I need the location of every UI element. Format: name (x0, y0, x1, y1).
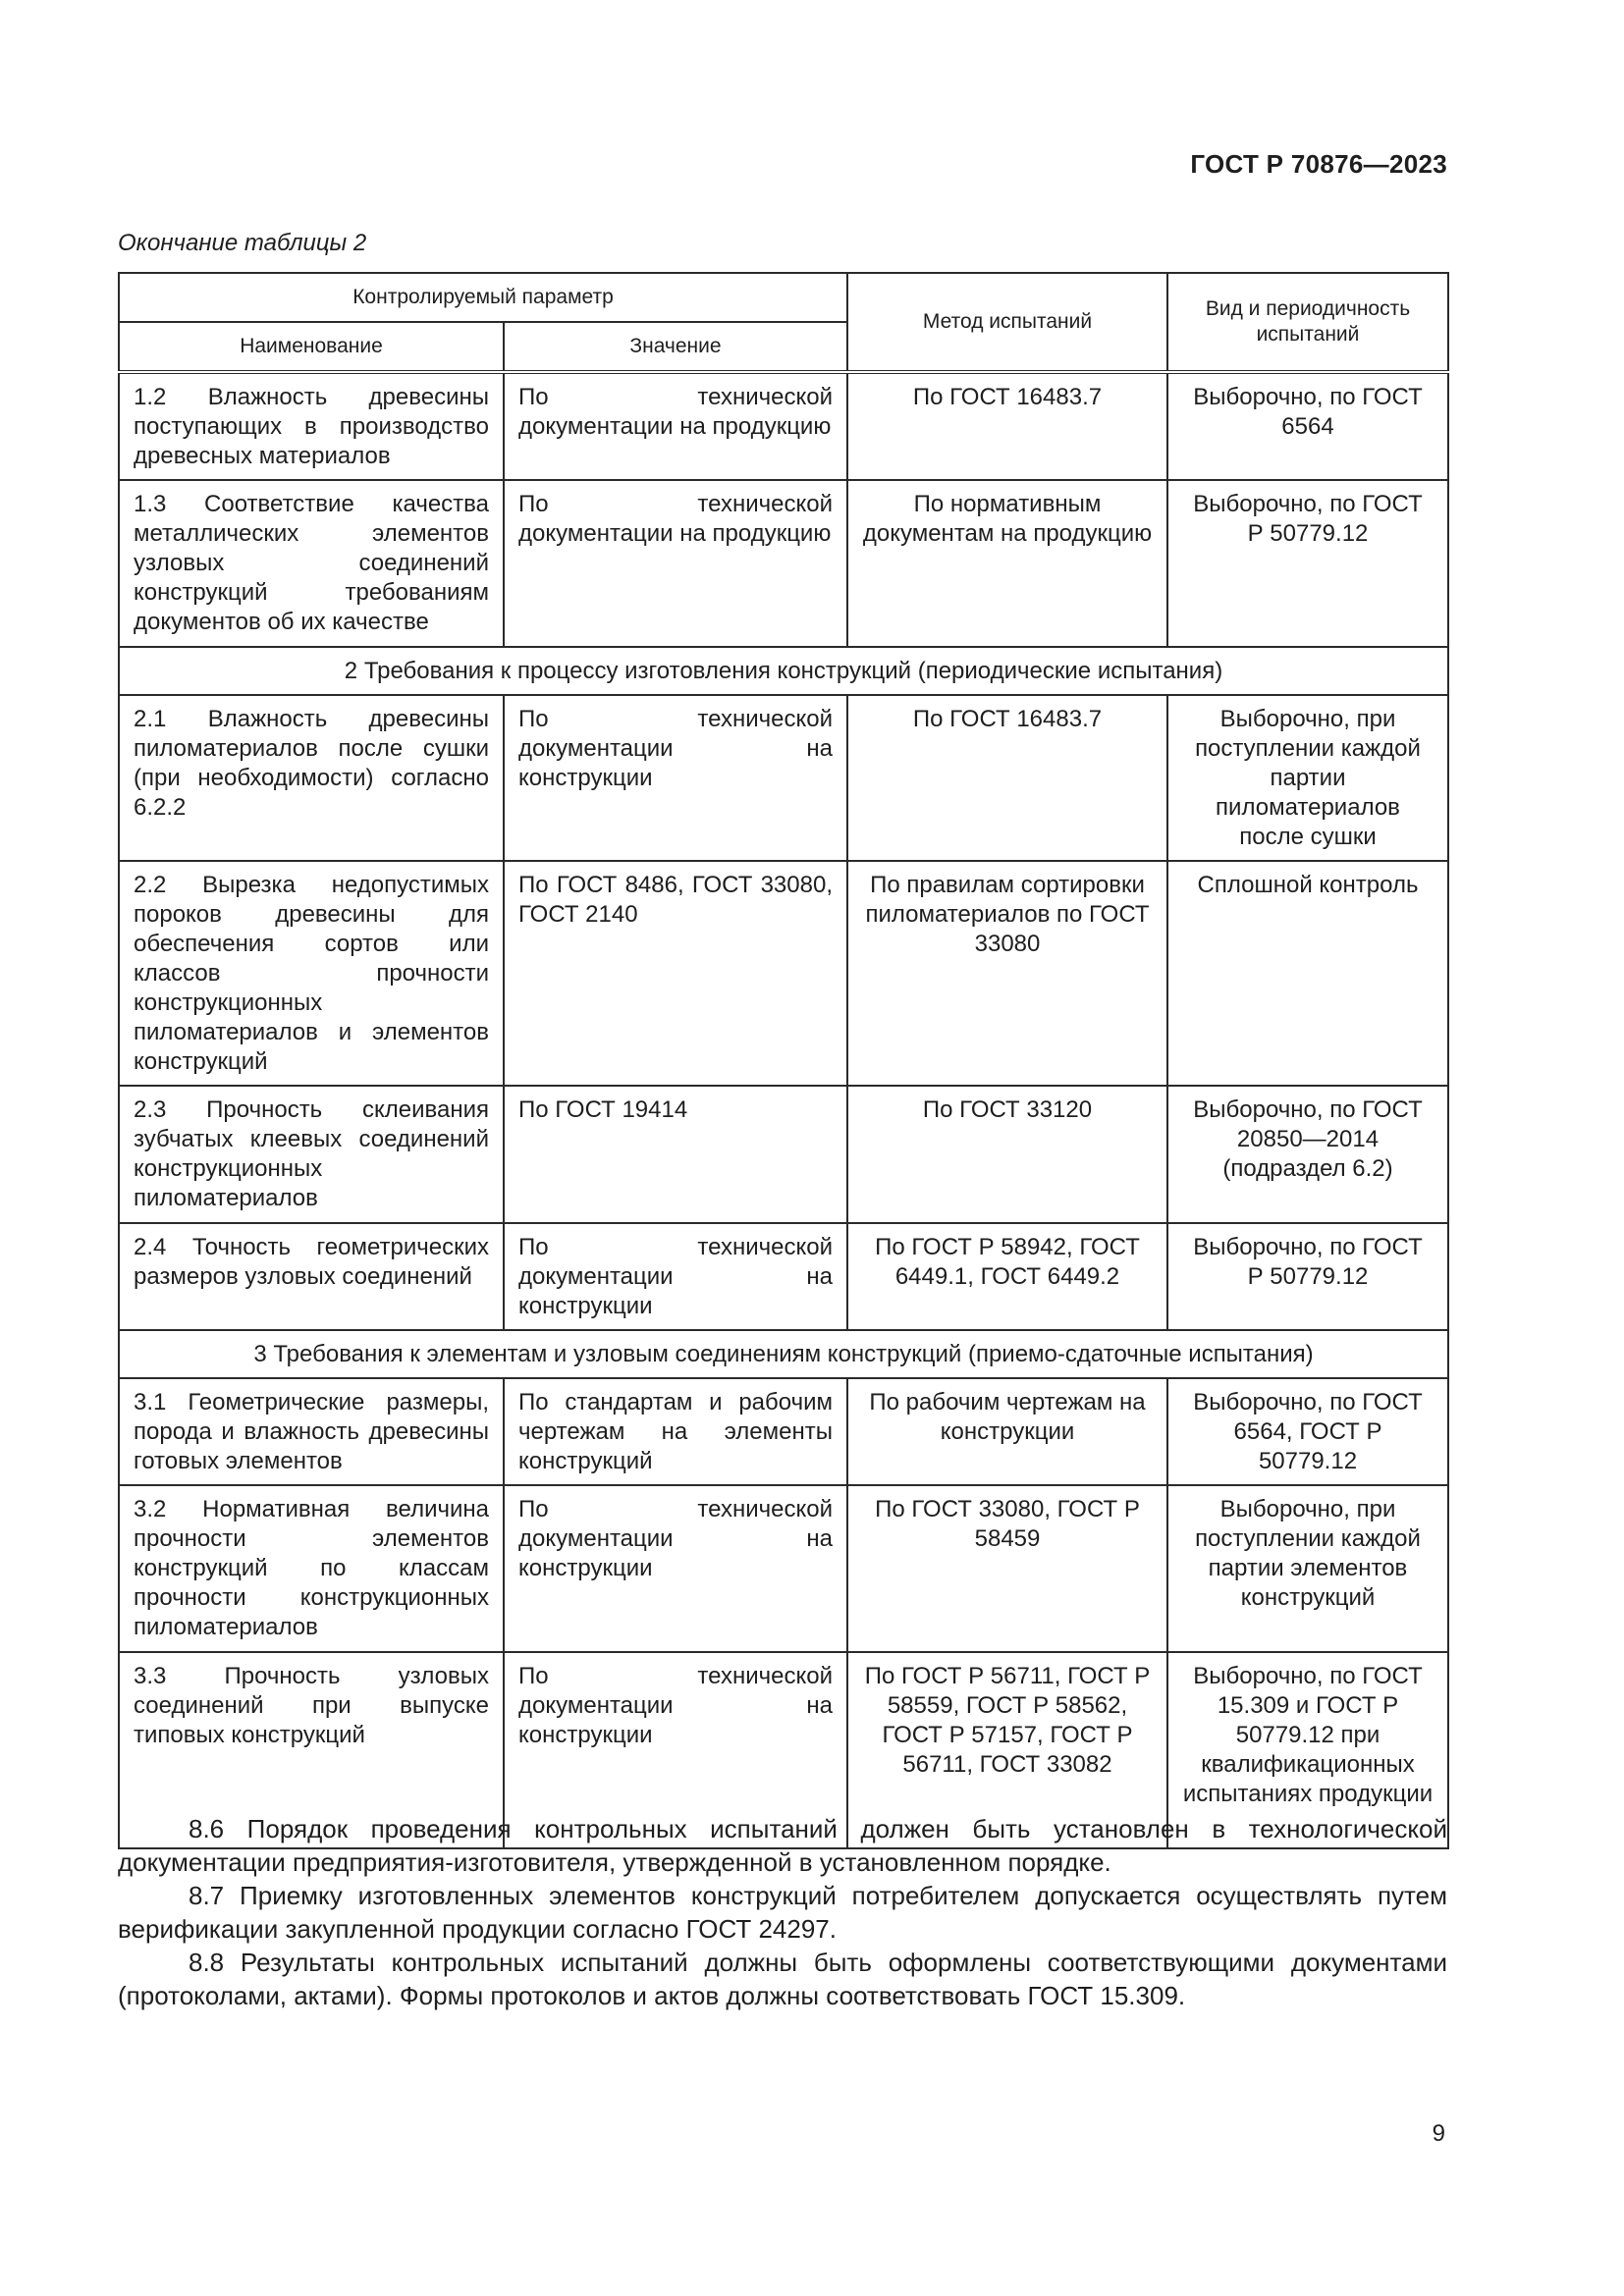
table-row (119, 1223, 1448, 1330)
table-body (119, 372, 1448, 1848)
cell-value: По ГОСТ 19414 (504, 1086, 847, 1223)
cell-name: 3.1 Геометрические размеры, порода и влажность древесины готовых элементов (119, 1378, 504, 1485)
table-caption: Окончание таблицы 2 (118, 230, 367, 256)
cell-method: По рабочим чертежам на конструкции (847, 1378, 1167, 1485)
cell-kind: Выборочно, по ГОСТ 6564 (1167, 372, 1448, 480)
header-param: Контролируемый параметр (119, 273, 847, 322)
section-row (119, 1330, 1448, 1378)
cell-method: По ГОСТ 16483.7 (847, 372, 1167, 480)
section-title: 3 Требования к элементам и узловым соединениям конструкций (приемо-сдаточные испытания) (119, 1330, 1448, 1378)
cell-kind: Выборочно, по ГОСТ 20850—2014 (подраздел 6.2) (1167, 1086, 1448, 1223)
cell-kind: Выборочно, по ГОСТ 6564, ГОСТ Р 50779.12 (1167, 1378, 1448, 1485)
table-row (119, 480, 1448, 647)
table-row (119, 1378, 1448, 1485)
page-number: 9 (1432, 2120, 1445, 2147)
cell-kind: Сплошной контроль (1167, 861, 1448, 1086)
cell-name: 3.3 Прочность узловых соединений при выпуске типовых конструкций (119, 1652, 504, 1848)
table-row (119, 1086, 1448, 1223)
table-row (119, 695, 1448, 861)
cell-name: 2.2 Вырезка недопустимых пороков древесины для обеспечения сортов или классов прочности конструкционных пиломатериалов и элементов конструкций (119, 861, 504, 1086)
cell-name: 2.1 Влажность древесины пиломатериалов после сушки (при необходимости) согласно 6.2.2 (119, 695, 504, 861)
cell-kind: Выборочно, при поступлении каждой партии пиломатериалов после сушки (1167, 695, 1448, 861)
cell-value: По технической документации на продукцию (504, 372, 847, 480)
cell-value: По технической документации на конструкции (504, 1223, 847, 1330)
cell-value: По технической документации на продукцию (504, 480, 847, 647)
header-value: Значение (504, 322, 847, 372)
cell-kind: Выборочно, по ГОСТ Р 50779.12 (1167, 480, 1448, 647)
paragraph-8-6: 8.6 Порядок проведения контрольных испытаний должен быть установлен в технологической документации предприятия-изготовителя, утвержденной в установленном порядке. (118, 1814, 1447, 1877)
cell-method: По ГОСТ 16483.7 (847, 695, 1167, 861)
cell-method: По ГОСТ 33080, ГОСТ Р 58459 (847, 1485, 1167, 1652)
cell-name: 3.2 Нормативная величина прочности элементов конструкций по классам прочности конструкционных пиломатериалов (119, 1485, 504, 1652)
section-row (119, 647, 1448, 695)
cell-method: По ГОСТ 33120 (847, 1086, 1167, 1223)
cell-method: По ГОСТ Р 56711, ГОСТ Р 58559, ГОСТ Р 58562, ГОСТ Р 57157, ГОСТ Р 56711, ГОСТ 33082 (847, 1652, 1167, 1848)
cell-method: По нормативным документам на продукцию (847, 480, 1167, 647)
cell-kind: Выборочно, при поступлении каждой партии элементов конструкций (1167, 1485, 1448, 1652)
cell-name: 2.3 Прочность склеивания зубчатых клеевых соединений конструкционных пиломатериалов (119, 1086, 504, 1223)
header-name: Наименование (119, 322, 504, 372)
cell-kind: Выборочно, по ГОСТ Р 50779.12 (1167, 1223, 1448, 1330)
cell-value: По стандартам и рабочим чертежам на элементы конструкций (504, 1378, 847, 1485)
paragraph-8-7: 8.7 Приемку изготовленных элементов конструкций потребителем допускается осуществлять путем верификации закупленной продукции согласно ГОСТ 24297. (118, 1881, 1447, 1944)
control-table (118, 272, 1449, 1849)
cell-value: По технической документации на конструкции (504, 1652, 847, 1848)
cell-name: 2.4 Точность геометрических размеров узловых соединений (119, 1223, 504, 1330)
paragraph-8-8: 8.8 Результаты контрольных испытаний должны быть оформлены соответствующими документами (протоколами, актами). Формы протоколов и актов должны соответствовать ГОСТ 15.309. (118, 1948, 1447, 2010)
cell-value: По ГОСТ 8486, ГОСТ 33080, ГОСТ 2140 (504, 861, 847, 1086)
cell-value: По технической документации на конструкции (504, 1485, 847, 1652)
table-row (119, 1485, 1448, 1652)
cell-method: По правилам сортировки пиломатериалов по ГОСТ 33080 (847, 861, 1167, 1086)
header-kind: Вид и периодичность испытаний (1167, 273, 1448, 372)
section-title: 2 Требования к процессу изготовления конструкций (периодические испытания) (119, 647, 1448, 695)
cell-name: 1.3 Соответствие качества металлических элементов узловых соединений конструкций требованиям документов об их качестве (119, 480, 504, 647)
document-code: ГОСТ Р 70876—2023 (1190, 149, 1447, 179)
header-method: Метод испытаний (847, 273, 1167, 372)
table-row (119, 372, 1448, 480)
cell-method: По ГОСТ Р 58942, ГОСТ 6449.1, ГОСТ 6449.2 (847, 1223, 1167, 1330)
cell-kind: Выборочно, по ГОСТ 15.309 и ГОСТ Р 50779.12 при квалификационных испытаниях продукции (1167, 1652, 1448, 1848)
cell-name: 1.2 Влажность древесины поступающих в производство древесных материалов (119, 372, 504, 480)
cell-value: По технической документации на конструкции (504, 695, 847, 861)
table-row (119, 861, 1448, 1086)
